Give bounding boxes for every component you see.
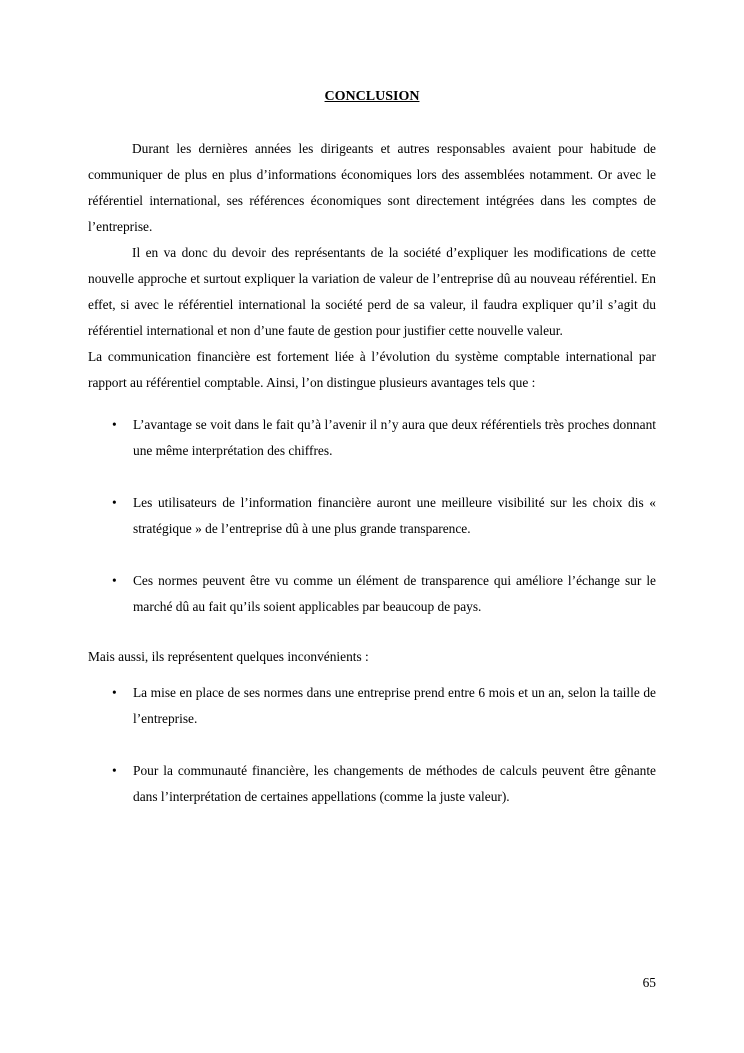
list-item-text: La mise en place de ses normes dans une entreprise prend entre 6 mois et un an, selon la taille de l’entreprise. bbox=[133, 685, 656, 726]
list-item-text: Ces normes peuvent être vu comme un élément de transparence qui améliore l’échange sur le marché dû au fait qu’ils soient applicables par beaucoup de pays. bbox=[133, 573, 656, 614]
list-item-text: L’avantage se voit dans le fait qu’à l’avenir il n’y aura que deux référentiels très proches donnant une même interprétation des chiffres. bbox=[133, 417, 656, 458]
list-item bbox=[88, 412, 656, 464]
list-item bbox=[88, 490, 656, 542]
bullet-icon: • bbox=[112, 495, 117, 510]
list-item-text: Les utilisateurs de l’information financière auront une meilleure visibilité sur les choix dis « stratégique » de l’entreprise dû à une plus grande transparence. bbox=[133, 495, 656, 536]
bullet-icon: • bbox=[112, 417, 117, 432]
drawbacks-list bbox=[88, 680, 656, 810]
drawbacks-intro: Mais aussi, ils représentent quelques inconvénients : bbox=[88, 649, 369, 664]
advantages-list bbox=[88, 412, 656, 620]
bullet-icon: • bbox=[112, 573, 117, 588]
page-number: 65 bbox=[642, 975, 656, 990]
list-item-text: Pour la communauté financière, les changements de méthodes de calculs peuvent être gênante dans l’interprétation de certaines appellations (comme la juste valeur). bbox=[133, 763, 656, 804]
paragraph-intro: Durant les dernières années les dirigeants et autres responsables avaient pour habitude de communiquer de plus en plus d’informations économiques lors des assemblées notamment. Or avec le référentiel international, ses références économiques sont directement intégrées dans les comptes de l’entreprise. bbox=[88, 141, 656, 234]
document-body bbox=[88, 136, 656, 810]
page-title: CONCLUSION bbox=[324, 89, 420, 104]
list-item bbox=[88, 568, 656, 620]
bullet-icon: • bbox=[112, 763, 117, 778]
bullet-icon: • bbox=[112, 685, 117, 700]
paragraph-communication: La communication financière est fortement liée à l’évolution du système comptable international par rapport au référentiel comptable. Ainsi, l’on distingue plusieurs avantages tels que : bbox=[88, 349, 656, 390]
list-item bbox=[88, 680, 656, 732]
list-item bbox=[88, 758, 656, 810]
paragraph-duty: Il en va donc du devoir des représentants de la société d’expliquer les modifications de cette nouvelle approche et surtout expliquer la variation de valeur de l’entreprise dû au nouveau référentiel. En effet, si avec le référentiel international la société perd de sa valeur, il faudra expliquer qu’il s’agit du référentiel international et non d’une faute de gestion pour justifier cette nouvelle valeur. bbox=[88, 245, 656, 338]
